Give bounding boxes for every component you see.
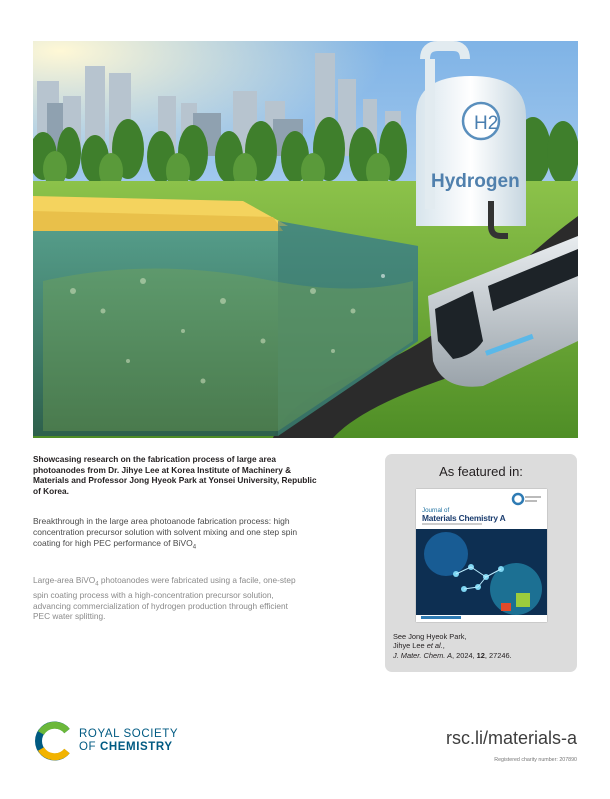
- abstract-subscript: 4: [95, 581, 99, 588]
- cover-journal-line1: Journal of: [422, 507, 450, 514]
- cover-journal-line2: Materials Chemistry A: [422, 513, 506, 523]
- citation-author: Jihye Lee: [393, 641, 427, 651]
- featured-panel: [385, 454, 577, 672]
- citation-pages: , 27246.: [484, 650, 512, 660]
- tank-label: Hydrogen: [431, 171, 520, 192]
- citation-etal: et al.: [426, 641, 443, 651]
- citation-reference[interactable]: [393, 651, 573, 660]
- tank-badge: H2: [474, 113, 499, 134]
- journal-url-link[interactable]: rsc.li/materials-a: [445, 728, 577, 748]
- abstract-before: Large-area BiVO: [33, 575, 96, 585]
- abstract-after: photoanodes were fabricated using a facile, one-step spin coating process with a high-concentration precursor solution, advancing commercialization of hydrogen production through efficient PEC water splitting.: [33, 575, 296, 622]
- journal-cover[interactable]: [416, 489, 547, 622]
- breakthrough-text: [33, 516, 325, 553]
- breakthrough-body: Breakthrough in the large area photoanode fabrication process: high concentration precursor solution with solvent mixing and one step spin coating for high PEC performance of BiVO: [33, 516, 298, 548]
- rsc-mini-logo-icon: [511, 492, 543, 506]
- citation-year: , 2024,: [452, 650, 477, 660]
- charity-number: Registered charity number: 207890: [494, 757, 577, 763]
- breakthrough-subscript: 4: [192, 544, 197, 551]
- society-of: OF: [79, 741, 100, 753]
- society-name-line1: ROYAL SOCIETY: [79, 728, 179, 740]
- cover-footer-bar: [421, 616, 461, 619]
- citation: [393, 632, 573, 660]
- citation-journal: J. Mater. Chem. A: [393, 650, 453, 660]
- showcase-text: Showcasing research on the fabrication process of large area photoanodes from Dr. Jihye Lee at Korea Institute of Machinery & Materials and Professor Jong Hyeok Park at Yonsei University, Republic of Korea.: [33, 454, 317, 496]
- society-name-line2: [79, 741, 173, 753]
- citation-volume: 12: [476, 650, 485, 660]
- citation-comma: ,: [442, 641, 445, 651]
- citation-authors-1: See Jong Hyeok Park,: [393, 632, 467, 641]
- society-chemistry: CHEMISTRY: [99, 741, 173, 753]
- rsc-logo-icon: [33, 721, 73, 761]
- cover-artwork: [416, 529, 547, 615]
- featured-title: As featured in:: [439, 464, 523, 479]
- illustration-scene: [33, 41, 578, 438]
- cover-subtitle-bar: [422, 523, 482, 528]
- cover-illustration: [33, 41, 578, 438]
- abstract-text: [33, 575, 303, 622]
- citation-authors-2: [393, 641, 573, 650]
